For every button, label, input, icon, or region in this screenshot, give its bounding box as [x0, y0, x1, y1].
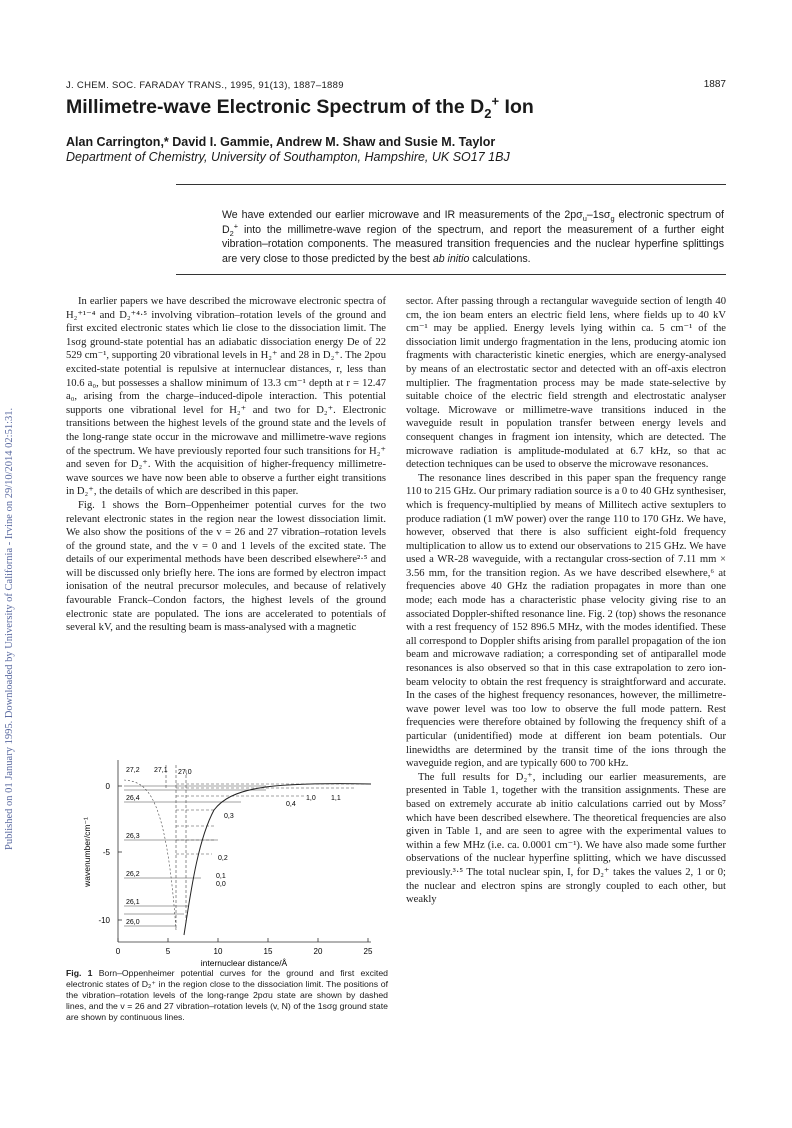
level-label: 0,2	[218, 855, 228, 862]
abstract-text: calculations.	[469, 252, 531, 265]
abstract-sup: +	[233, 221, 239, 231]
level-label: 0,4	[286, 801, 296, 808]
y-tick-label: -5	[102, 848, 110, 857]
x-tick-label: 15	[263, 947, 273, 956]
level-label: 26,1	[126, 899, 140, 906]
level-label: 26,2	[126, 871, 140, 878]
top-rule	[176, 184, 726, 185]
level-label: 0,1	[216, 873, 226, 880]
body-paragraph: Fig. 1 shows the Born–Oppenheimer potential curves for the two relevant electronic states in the region near the lowest dissociation limit. We also show the positions of the v = 26 and 27 vibration–rotation levels of the ground state, and the v = 0 and 1 levels of the excited state. The details of our experimental methods have been described elsewhere²·⁵ and will be discussed only briefly here. The ions are formed by electron impact ionisation of the neutral precursor molecules, and because of relatively favourable Franck–Condon factors, the highest levels of the ground electronic state are populated. The ions are accelerated to potentials of several kV, and the resulting beam is mass-analysed with a magnetic	[66, 499, 386, 634]
figure-caption	[66, 968, 388, 1023]
level-label: 26,0	[126, 919, 140, 926]
x-tick-label: 0	[115, 947, 121, 956]
article-title	[66, 93, 534, 121]
level-label: 0,0	[216, 881, 226, 888]
body-paragraph: In earlier papers we have described the microwave electronic spectra of H₂⁺¹⁻⁴ and D₂⁺⁴·⁵ involving vibration–rotation levels of the ground and first excited electronic states which lie close to the dissociation limit. The 1sσg ground-state potential has an adiabatic dissociation energy De of 22 529 cm⁻¹, supporting 20 vibrational levels in H₂⁺ and 28 in D₂⁺. The 2pσu excited-state potential is repulsive at internuclear distances, r, less than 10.6 a₀, but possesses a shallow minimum of 13.3 cm⁻¹ depth at r = 12.47 a₀, arising from the charge–induced-dipole interaction. This potential supports one vibrational level for H₂⁺ and two for D₂⁺. Electronic transitions between the highest levels of the ground state and the levels of the long-range state occur in the microwave and millimetre-wave regions of the spectrum. We have previously reported four such transitions for H₂⁺ and seven for D₂⁺. With the acquisition of higher-frequency millimetre-wave sources we have now been able to observe a further eight transitions in D₂⁺, the details of which are described in this paper.	[66, 296, 386, 498]
abstract-sub: g	[610, 214, 615, 224]
level-label: 26,3	[126, 833, 140, 840]
abstract-text: electronic spectrum of D	[222, 209, 724, 236]
caption-text: Born–Oppenheimer potential curves for the ground and first excited electronic states of D₂⁺ in the region close to the dissociation limit. The positions of the vibration–rotation levels of the long-range 2pσu state are shown by dashed lines, and the v = 26 and 27 vibration–rotation levels (v, N) of the 1sσg ground state are shown by continuous lines.	[66, 968, 388, 1022]
abstract-text: We have extended our earlier microwave and IR measurements of the 2pσ	[222, 209, 583, 221]
right-column	[406, 295, 726, 907]
potential-curve	[184, 784, 371, 935]
level-label: 1,1	[331, 795, 341, 802]
potential-curve-figure	[66, 760, 386, 970]
x-tick-label: 25	[363, 947, 373, 956]
level-label: 1,0	[306, 795, 316, 802]
level-label: 27,1	[154, 767, 168, 774]
y-axis-label: wavenumber/cm⁻¹	[82, 817, 92, 887]
abstract-text: into the millimetre-wave region of the spectrum, and report the measurement of a further eight vibration–rotation components. The measured transition frequencies and the nuclear hyperfine splittings are very close to those predicted by the best	[222, 223, 724, 265]
y-tick-label: -10	[98, 916, 110, 925]
y-tick-label: 0	[105, 782, 110, 791]
x-axis-label: internuclear distance/Å	[200, 958, 288, 968]
level-label: 27,0	[178, 769, 192, 776]
abstract	[222, 208, 724, 266]
title-sub: 2	[484, 105, 492, 121]
level-label: 26,4	[126, 795, 140, 802]
authors: Alan Carrington,* David I. Gammie, Andrew M. Shaw and Susie M. Taylor	[66, 135, 496, 149]
abstract-sub: u	[582, 214, 587, 224]
journal-header: J. CHEM. SOC. FARADAY TRANS., 1995, 91(13), 1887–1889	[66, 80, 344, 91]
body-paragraph: The full results for D₂⁺, including our earlier measurements, are presented in Table 1, together with the transition assignments. These are based on extremely accurate ab initio calculations carried out by Moss⁷ which have been described elsewhere. The theoretical frequencies are also given in Table 1, and are seen to agree with the experimental values to within a few MHz (i.e. ca. 0.0001 cm⁻¹). We have also made some further observations of the nuclear hyperfine splitting, which we have discussed previously.³·⁵ The total nuclear spin, I, for D₂⁺ takes the values 2, 1 or 0; the nuclear and electron spins are strongly coupled to each other, but weakly	[406, 771, 726, 906]
abstract-text: –1sσ	[586, 209, 611, 221]
bottom-rule	[176, 274, 726, 275]
affiliation: Department of Chemistry, University of Southampton, Hampshire, UK SO17 1BJ	[66, 150, 510, 164]
abstract-sub: 2	[229, 228, 234, 238]
left-column	[66, 295, 386, 635]
body-paragraph: The resonance lines described in this paper span the frequency range 110 to 215 GHz. Our primary radiation source is a 0 to 40 GHz synthesiser, which is frequency-multiplied by means of Millitech active sextuplers to produce radiation (1 mW power) over the range 110 to 170 GHz. We have, however, observed that there is also sufficient eight-fold frequency multiplication to allow us to extend our observations to 215 GHz. We have used a WR-28 waveguide, with a rectangular cross-section of 7.11 mm × 3.56 mm, for the transition region. As we have described elsewhere,⁶ at frequencies above 40 GHz the radiation propagates in more than one mode; each mode has a characteristic phase velocity giving rise to an associated Doppler-shifted resonance line. Fig. 2 (top) shows the resonance with a rest frequency of 152 896.5 MHz, with the modes identified. These all correspond to Doppler shifts arising from parallel propagation of the ion beam and microwave radiation; a corresponding set of antiparallel mode resonances is also observed so that in this case extrapolation to zero ion-beam velocity to obtain the rest frequency is straightforward and accurate. In the cases of the highest frequency resonances, however, the millimetre-wave power level was too low to observe the full mode pattern. Rest frequencies were therefore obtained by following the frequency shift of a particular (unidentified) mode at different ion beam potentials. Our linewidths are determined by the transit time of the ions through the waveguide region, and are typically 600 to 700 kHz.	[406, 472, 726, 770]
title-end: Ion	[499, 96, 534, 118]
publication-sidebar	[4, 170, 18, 850]
caption-label: Fig. 1	[66, 968, 93, 978]
body-paragraph: sector. After passing through a rectangular waveguide section of length 40 cm, the ion beam enters an electric field lens, where fields up to 40 kV cm⁻¹ may be applied. Energy levels lying within ca. 5 cm⁻¹ of the dissociation limit undergo fragmentation in the lens, producing atomic ion fragments with characteristic kinetic energies, which are energy-analysed by means of an electrostatic sector and detected with an off-axis electron multiplier. The fragmentation process may be made state-selective by suitable choice of the electric field strength and electrostatic analyser voltage. Microwave or millimetre-wave transitions induced in the waveguide result in population transfer between energy levels and consequent changes in fragment ion intensity, which are detected. The microwave radiation is amplitude-modulated at 6.7 kHz, so that ac detection techniques can be used to observe the microwave resonances.	[406, 296, 726, 471]
sidebar-text: Published on 01 January 1995. Downloaded by University of California - Irvine on 29/10/2014 02:51:31.	[4, 407, 15, 850]
page-number: 1887	[703, 79, 726, 90]
abstract-italic: ab initio	[432, 252, 470, 265]
level-label: 0,3	[224, 813, 234, 820]
title-sup: +	[491, 93, 500, 109]
x-tick-label: 10	[213, 947, 223, 956]
title-main: Millimetre-wave Electronic Spectrum of the D	[66, 96, 485, 118]
x-tick-label: 20	[313, 947, 323, 956]
level-label: 27,2	[126, 767, 140, 774]
x-tick-label: 5	[165, 947, 171, 956]
